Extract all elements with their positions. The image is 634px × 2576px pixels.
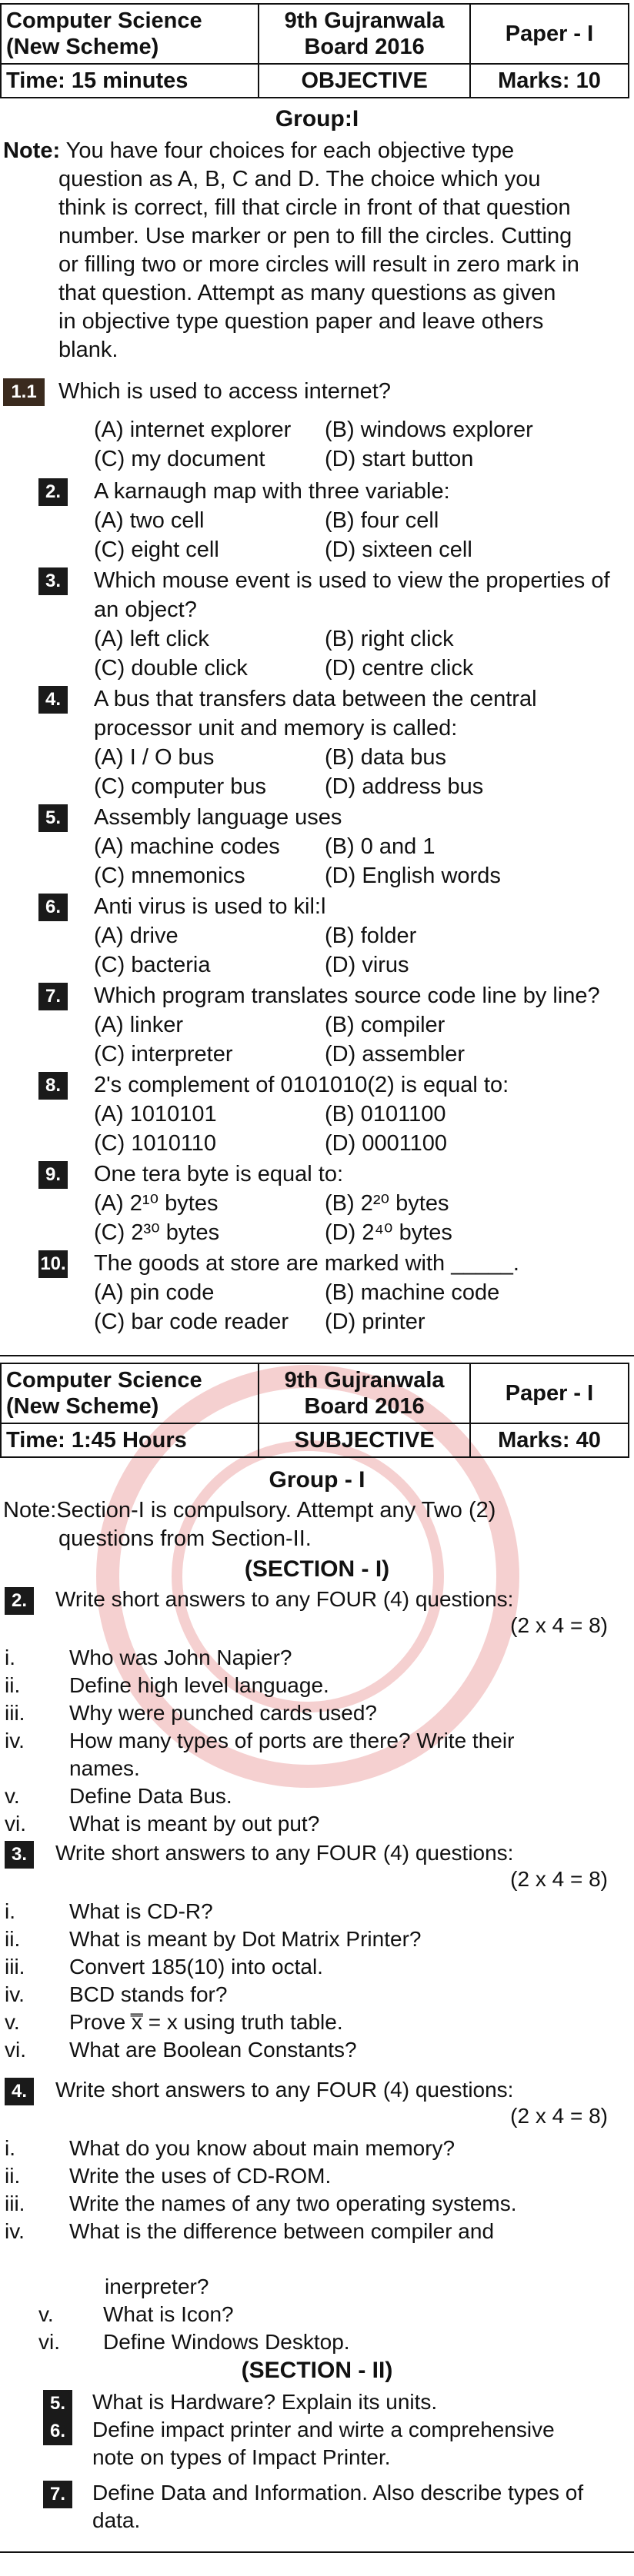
marks-label: Marks: 10 — [470, 64, 629, 98]
roman-numeral: iii. — [5, 1701, 25, 1725]
note-line: blank. — [58, 338, 118, 362]
option-a: (A) two cell — [94, 508, 205, 533]
option-c: (C) bar code reader — [94, 1310, 289, 1334]
note-line: questions from Section-II. — [58, 1526, 312, 1551]
short-question-block — [0, 1586, 623, 1835]
mcq-item — [0, 803, 623, 892]
short-question-block — [0, 2076, 623, 2353]
option-c: (C) my document — [94, 447, 265, 471]
note-label: Note: — [3, 138, 61, 163]
sub-question-text: Write the uses of CD-ROM. — [69, 2164, 332, 2188]
question-text: Assembly language uses — [94, 805, 342, 830]
sub-question-text: What is the difference between compiler and — [69, 2219, 495, 2243]
long-question-text: What is Hardware? Explain its units. — [92, 2390, 438, 2414]
sub-question-text: Write the names of any two operating systems. — [69, 2192, 517, 2215]
option-a: (A) drive — [94, 924, 179, 948]
paper-label: Paper - I — [470, 4, 629, 64]
option-d: (D) sixteen cell — [325, 537, 472, 562]
section-title: (SECTION - I) — [244, 1556, 390, 1582]
roman-numeral: v. — [38, 2302, 54, 2326]
option-d: (D) assembler — [325, 1042, 465, 1067]
roman-numeral: iii. — [5, 1955, 25, 1979]
option-b: (B) compiler — [325, 1013, 445, 1037]
subjective-header-table — [0, 1363, 629, 1458]
roman-numeral: iv. — [5, 2219, 25, 2243]
sub-question-text: Why were punched cards used? — [69, 1701, 377, 1725]
option-a: (A) machine codes — [94, 834, 280, 859]
subject-label: Computer Science — [6, 1368, 202, 1393]
sub-question-text: Define high level language. — [69, 1673, 329, 1697]
note-line: or filling two or more circles will result in zero mark in — [58, 252, 579, 277]
option-b: (B) right click — [325, 627, 454, 651]
question-number: 3. — [38, 567, 68, 595]
option-b: (B) 0101100 — [325, 1102, 446, 1127]
note-line: number. Use marker or pen to fill the circles. Cutting — [58, 224, 572, 248]
board-cell — [259, 4, 470, 64]
paper-label: Paper - I — [470, 1363, 629, 1423]
mcq-item — [0, 981, 623, 1070]
roman-numeral: i. — [5, 1899, 15, 1923]
option-c: (C) computer bus — [94, 774, 267, 799]
mcq-item — [0, 1249, 623, 1338]
question-text-cont: an object? — [94, 597, 197, 622]
sub-question-text: What is CD-R? — [69, 1899, 213, 1923]
long-question — [0, 2416, 623, 2474]
question-text: Which program translates source code line by line? — [94, 983, 600, 1008]
short-question-block — [0, 1839, 623, 2070]
question-text: Anti virus is used to kil:l — [94, 894, 326, 919]
roman-numeral: iv. — [5, 1982, 25, 2006]
sub-question-text: Who was John Napier? — [69, 1646, 292, 1669]
instruction-text: Write short answers to any FOUR (4) questions: — [55, 1841, 514, 1865]
sub-question-text-cont: inerpreter? — [105, 2275, 209, 2298]
option-d: (D) virus — [325, 953, 409, 977]
board-cell — [259, 1363, 470, 1423]
option-a: (A) linker — [94, 1013, 184, 1037]
roman-numeral: vi. — [5, 1812, 26, 1835]
long-question-text: Define impact printer and wirte a comprehensive — [92, 2418, 555, 2441]
option-d: (D) 0001100 — [325, 1131, 448, 1156]
board-line2: Board 2016 — [304, 35, 425, 59]
option-c: (C) 1010110 — [94, 1131, 217, 1156]
option-a: (A) 1010101 — [94, 1102, 217, 1127]
board-line2: Board 2016 — [304, 1394, 425, 1419]
option-d: (D) start button — [325, 447, 474, 471]
long-question-text: Define Data and Information. Also describe types of — [92, 2481, 584, 2504]
option-d: (D) address bus — [325, 774, 484, 799]
long-question — [0, 2388, 623, 2419]
mcq-item — [0, 684, 623, 803]
option-c: (C) interpreter — [94, 1042, 233, 1067]
roman-numeral: v. — [5, 1784, 20, 1808]
sub-question-text: Define Windows Desktop. — [103, 2330, 350, 2354]
option-d: (D) English words — [325, 864, 501, 888]
board-line1: 9th Gujranwala — [284, 8, 445, 33]
option-b: (B) machine code — [325, 1280, 500, 1305]
time-label: Time: 15 minutes — [1, 64, 259, 98]
question-text: A karnaugh map with three variable: — [94, 479, 450, 504]
option-c: (C) mnemonics — [94, 864, 245, 888]
paper-type-label: SUBJECTIVE — [259, 1423, 470, 1457]
marks-distribution: (2 x 4 = 8) — [510, 1613, 608, 1637]
roman-numeral: i. — [5, 1646, 15, 1669]
option-a: (A) left click — [94, 627, 209, 651]
mcq-item — [0, 477, 623, 566]
sub-question-text: Convert 185(10) into octal. — [69, 1955, 323, 1979]
objective-header-table — [0, 3, 629, 98]
sub-question-text-cont: names. — [69, 1756, 140, 1780]
option-d: (D) 2⁴⁰ bytes — [325, 1220, 452, 1245]
roman-numeral: ii. — [5, 1673, 21, 1697]
subjective-note — [3, 1496, 611, 1553]
option-b: (B) windows explorer — [325, 418, 533, 442]
note-line: You have four choices for each objective type — [65, 138, 515, 163]
mcq-item — [0, 566, 623, 684]
sub-question-text: What are Boolean Constants? — [69, 2038, 357, 2062]
option-b: (B) folder — [325, 924, 417, 948]
roman-numeral: v. — [5, 2010, 20, 2034]
group-title: Group - I — [269, 1467, 365, 1493]
question-number: 5. — [43, 2390, 72, 2418]
sub-question-text: What is Icon? — [103, 2302, 234, 2326]
bottom-divider — [0, 2551, 634, 2553]
instruction-text: Write short answers to any FOUR (4) questions: — [55, 2078, 514, 2102]
question-number: 4. — [38, 686, 68, 714]
group-title: Group:I — [275, 106, 359, 131]
instruction-text: Write short answers to any FOUR (4) questions: — [55, 1587, 514, 1611]
question-number: 2. — [5, 1587, 34, 1615]
question-text-cont: processor unit and memory is called: — [94, 716, 458, 741]
option-a: (A) internet explorer — [94, 418, 292, 442]
question-text: The goods at store are marked with _____. — [94, 1251, 519, 1276]
note-line: in objective type question paper and leave others — [58, 309, 544, 334]
question-number: 9. — [38, 1161, 68, 1189]
option-a: (A) pin code — [94, 1280, 215, 1305]
option-c: (C) double click — [94, 656, 248, 681]
option-d: (D) printer — [325, 1310, 425, 1334]
question-number: 3. — [5, 1841, 34, 1869]
roman-numeral: ii. — [5, 1927, 21, 1951]
sub-question-text: How many types of ports are there? Write their — [69, 1729, 515, 1752]
marks-distribution: (2 x 4 = 8) — [510, 2104, 608, 2128]
option-d: (D) centre click — [325, 656, 474, 681]
question-number: 5. — [38, 804, 68, 832]
sub-question-text: What do you know about main memory? — [69, 2136, 455, 2160]
question-text: A bus that transfers data between the central — [94, 687, 537, 711]
board-line1: 9th Gujranwala — [284, 1368, 445, 1393]
sub-question-text: Define Data Bus. — [69, 1784, 232, 1808]
note-line: that question. Attempt as many questions as given — [58, 281, 556, 305]
long-question — [0, 2479, 623, 2538]
question-number: 2. — [38, 478, 68, 506]
roman-numeral: ii. — [5, 2164, 21, 2188]
objective-note — [3, 137, 611, 364]
mcq-item — [0, 1160, 623, 1249]
question-text: Which is used to access internet? — [58, 379, 391, 404]
option-a: (A) I / O bus — [94, 745, 215, 770]
roman-numeral: vi. — [5, 2038, 26, 2062]
mcq-item — [0, 377, 623, 477]
subject-cell — [1, 1363, 259, 1423]
note-line: think is correct, fill that circle in front of that question — [58, 195, 571, 220]
question-number: 4. — [5, 2078, 34, 2105]
mcq-item — [0, 1070, 623, 1160]
option-c: (C) eight cell — [94, 537, 219, 562]
question-number: 1.1 — [3, 378, 45, 406]
section-title: (SECTION - II) — [241, 2358, 393, 2383]
question-number: 10. — [38, 1250, 68, 1278]
section-divider — [0, 1355, 634, 1356]
question-text: Which mouse event is used to view the properties of — [94, 568, 610, 593]
option-b: (B) 0 and 1 — [325, 834, 435, 859]
long-question-text-cont: data. — [92, 2508, 141, 2532]
note-line: Note:Section-I is compulsory. Attempt any Two (2) — [3, 1498, 496, 1523]
option-b: (B) data bus — [325, 745, 446, 770]
marks-distribution: (2 x 4 = 8) — [510, 1867, 608, 1891]
option-b: (B) 2²⁰ bytes — [325, 1191, 449, 1216]
roman-numeral: iv. — [5, 1729, 25, 1752]
option-c: (C) 2³⁰ bytes — [94, 1220, 220, 1245]
roman-numeral: vi. — [38, 2330, 60, 2354]
option-c: (C) bacteria — [94, 953, 211, 977]
question-text: 2's complement of 0101010(2) is equal to: — [94, 1073, 509, 1097]
question-number: 6. — [43, 2418, 72, 2445]
scheme-label: (New Scheme) — [6, 35, 159, 59]
sub-question-text: BCD stands for? — [69, 1982, 228, 2006]
sub-question-text: What is meant by out put? — [69, 1812, 320, 1835]
mcq-item — [0, 892, 623, 981]
scheme-label: (New Scheme) — [6, 1394, 159, 1419]
long-question-text-cont: note on types of Impact Printer. — [92, 2445, 391, 2469]
question-number: 7. — [43, 2481, 72, 2508]
question-number: 7. — [38, 983, 68, 1010]
paper-type-label: OBJECTIVE — [259, 64, 470, 98]
option-a: (A) 2¹⁰ bytes — [94, 1191, 219, 1216]
marks-label: Marks: 40 — [470, 1423, 629, 1457]
roman-numeral: i. — [5, 2136, 15, 2160]
time-label: Time: 1:45 Hours — [1, 1423, 259, 1457]
sub-question-text: Prove x̿ = x using truth table. — [69, 2010, 343, 2034]
question-text: One tera byte is equal to: — [94, 1162, 344, 1186]
question-number: 6. — [38, 894, 68, 921]
subject-label: Computer Science — [6, 8, 202, 33]
roman-numeral: iii. — [5, 2192, 25, 2215]
sub-question-text: What is meant by Dot Matrix Printer? — [69, 1927, 422, 1951]
note-line: question as A, B, C and D. The choice which you — [58, 167, 541, 191]
subject-cell — [1, 4, 259, 64]
option-b: (B) four cell — [325, 508, 439, 533]
question-number: 8. — [38, 1072, 68, 1100]
